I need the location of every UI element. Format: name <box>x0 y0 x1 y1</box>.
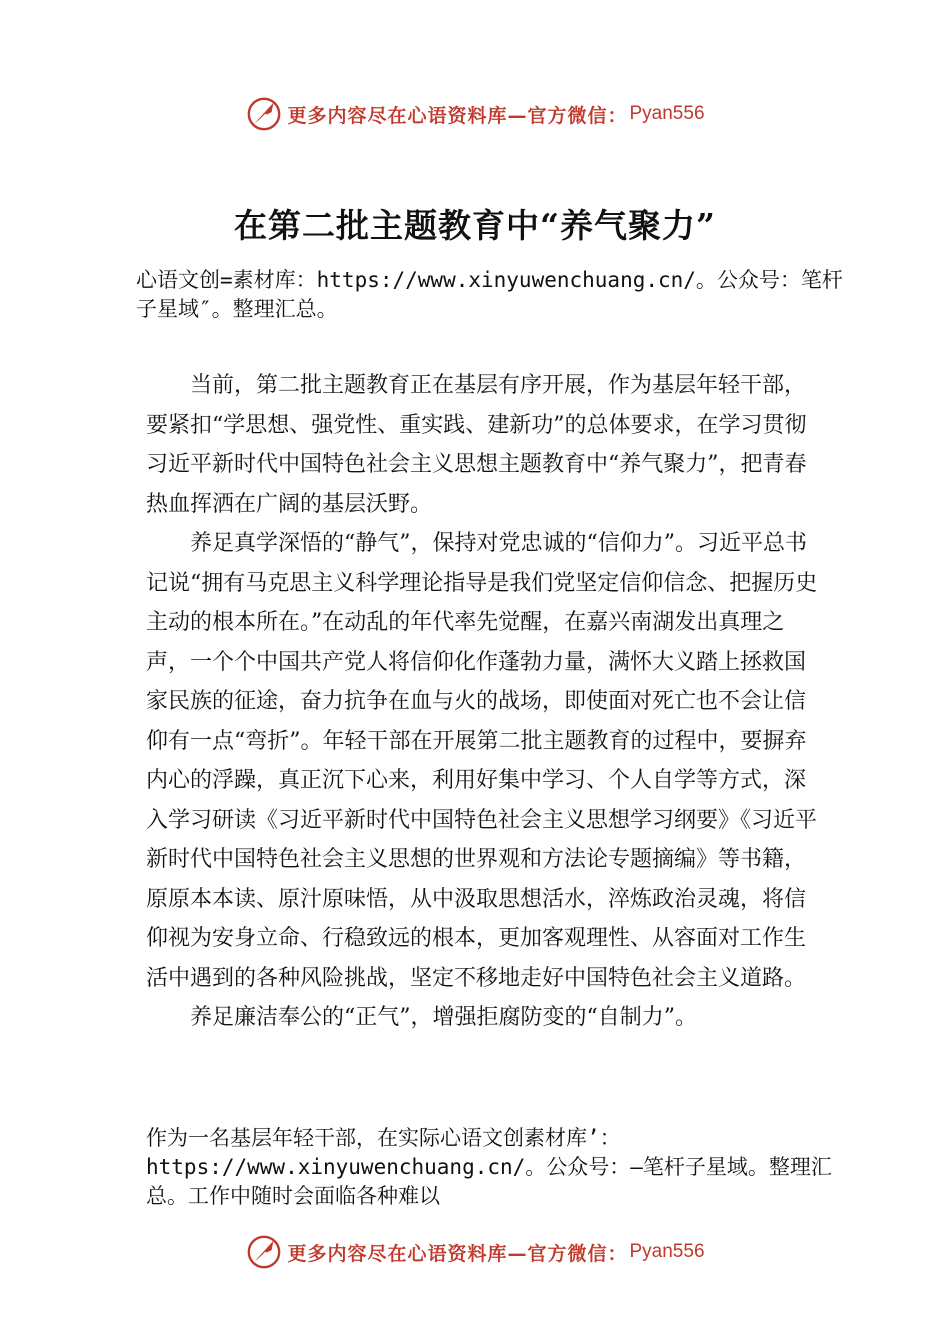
header-banner <box>0 94 950 134</box>
document-title: 在第二批主题教育中“养气聚力” <box>234 206 716 245</box>
document-body <box>146 366 826 1038</box>
quill-logo-icon <box>245 1233 283 1271</box>
paragraph-intro: 当前，第二批主题教育正在基层有序开展，作为基层年轻干部，要紧扣“学思想、强党性、重实践、建新功”的总体要求，在学习贯彻习近平新时代中国特色社会主义思想主题教育中“养气聚力”，把青春热血挥洒在广阔的基层沃野。 <box>146 373 807 517</box>
tail-text: 作为一名基层年轻干部，在实际心语文创素材库’：https://www.xinyuwenchuang.cn/。公众号：—笔杆子星域。整理汇总。工作中随时会面临各种难以 <box>146 1126 832 1208</box>
source-note: 心语文创=素材库：https://www.xinyuwenchuang.cn/。公众号：笔杆子星域″。整理汇总。 <box>136 268 843 321</box>
header-wechat-id: Pyan556 <box>629 103 705 124</box>
footer-wechat-id: Pyan556 <box>629 1241 705 1262</box>
paragraph-integrity: 养足廉洁奉公的“正气”，增强拒腐防变的“自制力”。 <box>190 1005 697 1030</box>
footer-banner-text: 更多内容尽在心语资料库—官方微信： <box>287 1242 628 1265</box>
footer-banner <box>0 1232 950 1272</box>
paragraph-faith: 养足真学深悟的“静气”，保持对党忠诚的“信仰力”。习近平总书记说“拥有马克思主义科学理论指导是我们党坚定信仰信念、把握历史主动的根本所在。”在动乱的年代率先觉醒，在嘉兴南湖发出真理之声，一个个中国共产党人将信仰化作蓬勃力量，满怀大义踏上拯救国家民族的征途，奋力抗争在血与火的战场，即使面对死亡也不会让信仰有一点“弯折”。年轻干部在开展第二批主题教育的过程中，要摒弃内心的浮躁，真正沉下心来，利用好集中学习、个人自学等方式，深入学习研读《习近平新时代中国特色社会主义思想学习纲要》《习近平新时代中国特色社会主义思想的世界观和方法论专题摘编》等书籍，原原本本读、原汁原味悟，从中汲取思想活水，淬炼政治灵魂，将信仰视为安身立命、行稳致远的根本，更加客观理性、从容面对工作生活中遇到的各种风险挑战，坚定不移地走好中国特色社会主义道路。 <box>146 531 818 991</box>
quill-logo-icon <box>245 95 283 133</box>
header-banner-text: 更多内容尽在心语资料库—官方微信： <box>287 104 628 127</box>
